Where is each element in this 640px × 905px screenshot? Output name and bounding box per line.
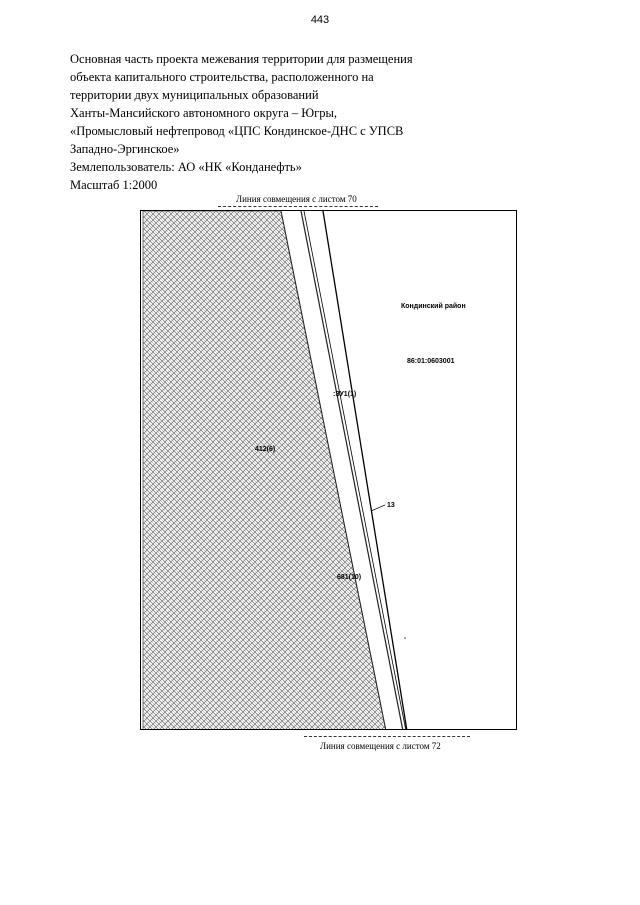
header-line: Землепользователь: АО «НК «Конданефть» [70, 160, 302, 174]
plot-label-681: 681(10) [337, 574, 362, 581]
map-frame [140, 210, 517, 730]
header-line: территории двух муниципальных образований [70, 88, 319, 102]
document-header [70, 50, 590, 194]
header-line: Западно-Эргинское» [70, 142, 180, 156]
joint-label-top: Линия совмещения с листом 70 [236, 194, 357, 204]
header-line: Масштаб 1:2000 [70, 178, 158, 192]
header-line: объекта капитального строительства, расположенного на [70, 70, 374, 84]
header-line: «Промысловый нефтепровод «ЦПС Кондинское-ДНС с УПСВ [70, 124, 404, 138]
plot-label-zu1: :ЗУ1(1) [333, 391, 357, 398]
header-line: Ханты-Мансийского автономного округа – Югры, [70, 106, 338, 120]
joint-dashline-top [218, 206, 378, 207]
point-label-13: 13 [387, 502, 395, 509]
marker-dot [404, 637, 406, 639]
header-line: Основная часть проекта межевания территории для размещения [70, 52, 413, 66]
plot-label-412: 412(6) [255, 446, 276, 453]
page-number: 443 [310, 14, 330, 26]
district-label: Кондинский район [401, 303, 466, 310]
hatched-forest-plot [143, 211, 386, 730]
leader-line-13 [371, 505, 385, 511]
map-drawing [141, 211, 517, 730]
joint-label-bottom: Линия совмещения с листом 72 [320, 741, 441, 751]
cadastral-quarter-label: 86:01:0603001 [407, 358, 455, 365]
joint-dashline-bottom [304, 736, 470, 737]
